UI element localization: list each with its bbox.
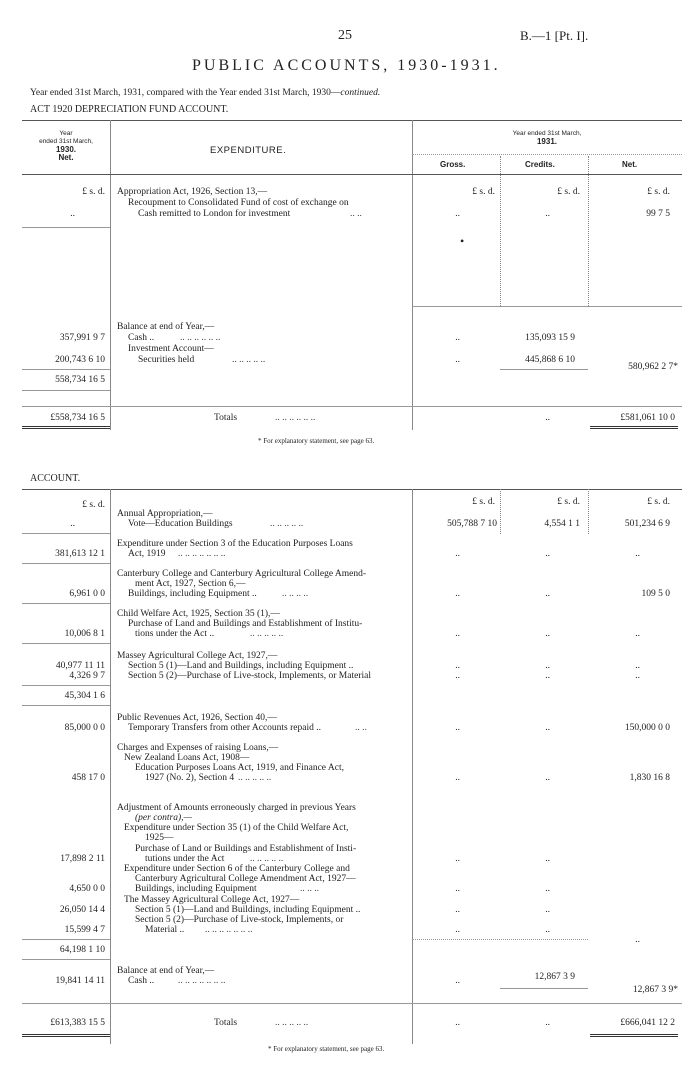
entry-sublabel: 1925—	[145, 833, 174, 843]
net-value: 109 5 0	[641, 589, 670, 599]
entry-label: Charges and Expenses of raising Loans,—	[117, 743, 279, 753]
account-title: ACCOUNT.	[30, 473, 81, 484]
prev-year-value: 10,006 8 1	[64, 629, 105, 639]
rule	[22, 959, 110, 960]
rule	[500, 369, 588, 370]
rule	[22, 705, 110, 706]
credits-value: ..	[545, 671, 550, 681]
totals-gross: ..	[455, 1018, 460, 1028]
units-net: £ s. d.	[647, 497, 670, 507]
rule	[22, 1034, 110, 1037]
totals-net: £581,061 10 0	[620, 413, 675, 423]
prev-year-value: 6,961 0 0	[69, 589, 105, 599]
column-divider	[412, 120, 413, 430]
entry-label-italic: (per contra),—	[135, 813, 192, 823]
dot-mark: •	[460, 234, 465, 248]
totals-net: £666,041 12 2	[620, 1018, 675, 1028]
units-credits: £ s. d.	[557, 497, 580, 507]
gross-value: ..	[455, 925, 460, 935]
units-credits: £ s. d.	[557, 187, 580, 197]
entry-sublabel: The Massey Agricultural College Act, 1927—	[124, 895, 300, 905]
header-line: 1930.	[55, 145, 77, 154]
rule	[22, 1003, 682, 1004]
entry-sublabel: tions under the Act ..	[135, 629, 215, 639]
entry-sublabel: Securities held	[138, 355, 195, 365]
entry-sublabel: Expenditure under Section 6 of the Canterbury College and	[124, 864, 350, 874]
credits-value: ..	[545, 723, 550, 733]
credits-value: 12,867 3 9	[534, 972, 575, 982]
entry-sublabel: Purchase of Land or Buildings and Establishment of Insti-	[135, 844, 357, 854]
leader-dots: .. .. .. .. .. ..	[180, 333, 221, 343]
units-prev: £ s. d.	[82, 500, 105, 510]
credits-value: ..	[545, 884, 550, 894]
gross-value: ..	[455, 333, 460, 343]
rule	[22, 643, 110, 644]
prev-year-value: 4,326 9 7	[69, 671, 105, 681]
leader-dots: .. .. .. .. ..	[275, 1018, 309, 1028]
entry-sublabel: Education Purposes Loans Act, 1919, and Finance Act,	[135, 763, 344, 773]
credits-value: ..	[545, 925, 550, 935]
column-divider	[412, 489, 413, 1044]
rule	[22, 533, 110, 534]
prev-year-value: 200,743 6 10	[55, 355, 105, 365]
entry-sublabel: Act, 1919	[128, 549, 166, 559]
column-divider	[500, 156, 501, 306]
leader-dots: .. .. .. .. .. .. ..	[178, 976, 226, 986]
header-line: ended 31st March,	[39, 138, 93, 145]
header-line: Net.	[58, 153, 74, 162]
gross-value: ..	[455, 589, 460, 599]
column-divider	[588, 156, 589, 306]
rule	[590, 426, 678, 429]
entry-label: Massey Agricultural College Act, 1927,—	[117, 651, 278, 661]
net-value: 99 7 5	[646, 209, 670, 219]
gross-value: ..	[455, 209, 460, 219]
column-divider	[110, 120, 111, 430]
rule	[22, 426, 110, 429]
prev-year-value: 458 17 0	[71, 773, 105, 783]
totals-credits: ..	[545, 413, 550, 423]
net-value: ..	[635, 671, 640, 681]
totals-credits: ..	[545, 1018, 550, 1028]
rule	[22, 939, 110, 940]
totals-prev: £558,734 16 5	[50, 413, 105, 423]
column-header-credits: Credits.	[525, 160, 555, 169]
gross-value: ..	[455, 884, 460, 894]
prev-year-value: 85,000 0 0	[64, 723, 105, 733]
footnote: * For explanatory statement, see page 63.	[268, 1045, 385, 1053]
entry-label: Balance at end of Year,—	[117, 322, 215, 332]
rule	[22, 489, 682, 490]
entry-sublabel: Material ..	[145, 925, 185, 935]
page-number: 25	[338, 28, 352, 43]
rule	[22, 603, 110, 604]
net-value: ..	[635, 549, 640, 559]
gross-value: ..	[455, 661, 460, 671]
entry-sublabel: Vote—Education Buildings	[128, 519, 233, 529]
entry-sublabel: Canterbury Agricultural College Amendment Act, 1927—	[135, 874, 356, 884]
units-gross: £ s. d.	[472, 187, 495, 197]
rule	[22, 390, 110, 391]
page-subtitle	[30, 88, 380, 98]
net-value: 1,830 16 8	[629, 773, 670, 783]
account-title: ACT 1920 DEPRECIATION FUND ACCOUNT.	[30, 104, 229, 115]
entry-label: Adjustment of Amounts erroneously charged in previous Years	[117, 803, 356, 813]
entry-sublabel: Cash ..	[128, 976, 155, 986]
entry-label: Expenditure under Section 3 of the Education Purposes Loans	[117, 539, 353, 549]
column-header-net: Net.	[622, 160, 638, 169]
header-line: Year ended 31st March,	[512, 130, 582, 137]
net-value: ..	[635, 629, 640, 639]
gross-value: ..	[455, 723, 460, 733]
totals-prev: £613,383 15 5	[50, 1018, 105, 1028]
gross-value: ..	[455, 549, 460, 559]
entry-label: Balance at end of Year,—	[117, 966, 215, 976]
credits-value: ..	[545, 549, 550, 559]
credits-value: ..	[545, 773, 550, 783]
column-header-year-1931	[412, 130, 682, 146]
gross-value: ..	[455, 773, 460, 783]
leader-dots: .. .. .. .. ..	[250, 629, 284, 639]
prev-year-value: ..	[70, 209, 75, 219]
rule	[500, 988, 588, 989]
page-title: PUBLIC ACCOUNTS, 1930-1931.	[192, 57, 501, 74]
rule	[22, 227, 110, 228]
credits-value: ..	[545, 854, 550, 864]
units-gross: £ s. d.	[472, 497, 495, 507]
net-value: ..	[635, 935, 640, 945]
entry-sublabel: ment Act, 1927, Section 6,—	[135, 579, 246, 589]
rule	[22, 685, 110, 686]
prev-year-value: 357,991 9 7	[59, 333, 105, 343]
entry-sublabel: tutions under the Act	[145, 854, 225, 864]
document-reference: B.—1 [Pt. I].	[520, 28, 589, 43]
credits-value: 135,093 15 9	[525, 333, 575, 343]
prev-year-subtotal: 45,304 1 6	[64, 691, 105, 701]
totals-label: Totals	[214, 413, 238, 423]
net-value: 580,962 2 7*	[628, 362, 678, 372]
entry-label: Child Welfare Act, 1925, Section 35 (1),—	[117, 609, 280, 619]
entry-sublabel: Investment Account—	[128, 344, 214, 354]
entry-sublabel: Section 5 (2)—Purchase of Live-stock, Implements, or	[135, 915, 344, 925]
entry-sublabel: Expenditure under Section 35 (1) of the Child Welfare Act,	[124, 823, 349, 833]
entry-sublabel: Purchase of Land and Buildings and Establishment of Institu-	[128, 619, 363, 629]
column-divider	[110, 489, 111, 1044]
net-value: ..	[635, 661, 640, 671]
credits-value: ..	[545, 905, 550, 915]
leader-dots: .. .. .. ..	[282, 589, 309, 599]
entry-sublabel: Section 5 (1)—Land and Buildings, including Equipment ..	[128, 661, 354, 671]
entry-sublabel: 1927 (No. 2), Section 4	[145, 773, 235, 783]
prev-year-value: 4,650 0 0	[69, 884, 105, 894]
entry-sublabel: Cash remitted to London for investment	[138, 209, 291, 219]
entry-sublabel: Temporary Transfers from other Accounts repaid ..	[128, 723, 321, 733]
credits-value: ..	[545, 209, 550, 219]
entry-sublabel: Cash ..	[128, 333, 155, 343]
prev-year-subtotal: 64,198 1 10	[59, 945, 105, 955]
credits-value: ..	[545, 589, 550, 599]
entry-label: Public Revenues Act, 1926, Section 40,—	[117, 713, 277, 723]
entry-sublabel: New Zealand Loans Act, 1908—	[124, 753, 250, 763]
rule	[412, 939, 588, 940]
entry-sublabel: Buildings, including Equipment ..	[128, 589, 257, 599]
header-line: Year	[59, 130, 73, 137]
leader-dots: .. .. .. .. .. .. ..	[205, 925, 253, 935]
rule	[22, 369, 110, 370]
subtitle-continued: continued.	[340, 88, 381, 98]
credits-value: ..	[545, 629, 550, 639]
gross-value: ..	[455, 976, 460, 986]
gross-value: ..	[455, 854, 460, 864]
prev-year-subtotal: 558,734 16 5	[55, 375, 105, 385]
prev-year-value: 17,898 2 11	[60, 854, 105, 864]
net-value: 150,000 0 0	[624, 723, 670, 733]
entry-sublabel: Section 5 (2)—Purchase of Live-stock, Implements, or Material	[128, 671, 371, 681]
leader-dots: .. ..	[355, 723, 367, 733]
totals-label: Totals	[214, 1018, 238, 1028]
rule	[412, 154, 682, 155]
leader-dots: .. .. .. .. ..	[238, 773, 272, 783]
gross-value: ..	[455, 905, 460, 915]
rule	[22, 563, 110, 564]
rule	[412, 306, 682, 307]
footnote: * For explanatory statement, see page 63.	[258, 437, 375, 445]
prev-year-value: 26,050 14 4	[59, 905, 105, 915]
header-line: 1931.	[536, 137, 558, 146]
entry-sublabel: Recoupment to Consolidated Fund of cost of exchange on	[128, 198, 349, 208]
subtitle-text: Year ended 31st March, 1931, compared with the Year ended 31st March, 1930—	[30, 88, 341, 98]
gross-value: ..	[455, 629, 460, 639]
leader-dots: .. .. ..	[300, 884, 319, 894]
net-value: 12,867 3 9*	[632, 985, 678, 995]
prev-year-value: 15,599 4 7	[64, 925, 105, 935]
leader-dots: .. .. .. .. .. ..	[275, 413, 316, 423]
column-header-year-1930	[22, 130, 110, 162]
leader-dots: .. .. .. .. .. .. ..	[178, 549, 226, 559]
credits-value: ..	[545, 661, 550, 671]
rule	[590, 1034, 678, 1037]
leader-dots: .. ..	[350, 209, 362, 219]
gross-value: ..	[455, 671, 460, 681]
gross-value: 505,788 7 10	[447, 519, 497, 529]
leader-dots: .. .. .. .. ..	[250, 854, 284, 864]
prev-year-value: ..	[70, 519, 75, 529]
rule	[22, 174, 682, 175]
entry-sublabel: Section 5 (1)—Land and Buildings, including Equipment ..	[135, 905, 361, 915]
credits-value: 4,554 1 1	[544, 519, 580, 529]
prev-year-value: 381,613 12 1	[55, 549, 105, 559]
rule	[22, 120, 682, 121]
entry-label: Canterbury College and Canterbury Agricultural College Amend-	[117, 569, 367, 579]
column-header-expenditure: EXPENDITURE.	[210, 145, 287, 156]
rule	[22, 406, 682, 407]
leader-dots: .. .. .. .. ..	[232, 355, 266, 365]
entry-label: Annual Appropriation,—	[117, 509, 213, 519]
prev-year-value: 40,977 11 11	[55, 661, 105, 671]
gross-value: ..	[455, 355, 460, 365]
net-value: 501,234 6 9	[624, 519, 670, 529]
prev-year-value: 19,841 14 11	[55, 976, 105, 986]
units-prev: £ s. d.	[82, 187, 105, 197]
entry-label: Appropriation Act, 1926, Section 13,—	[117, 187, 268, 197]
units-net: £ s. d.	[647, 187, 670, 197]
entry-sublabel: Buildings, including Equipment	[135, 884, 257, 894]
credits-value: 445,868 6 10	[525, 355, 575, 365]
column-header-gross: Gross.	[440, 160, 466, 169]
leader-dots: .. .. .. .. ..	[270, 519, 304, 529]
